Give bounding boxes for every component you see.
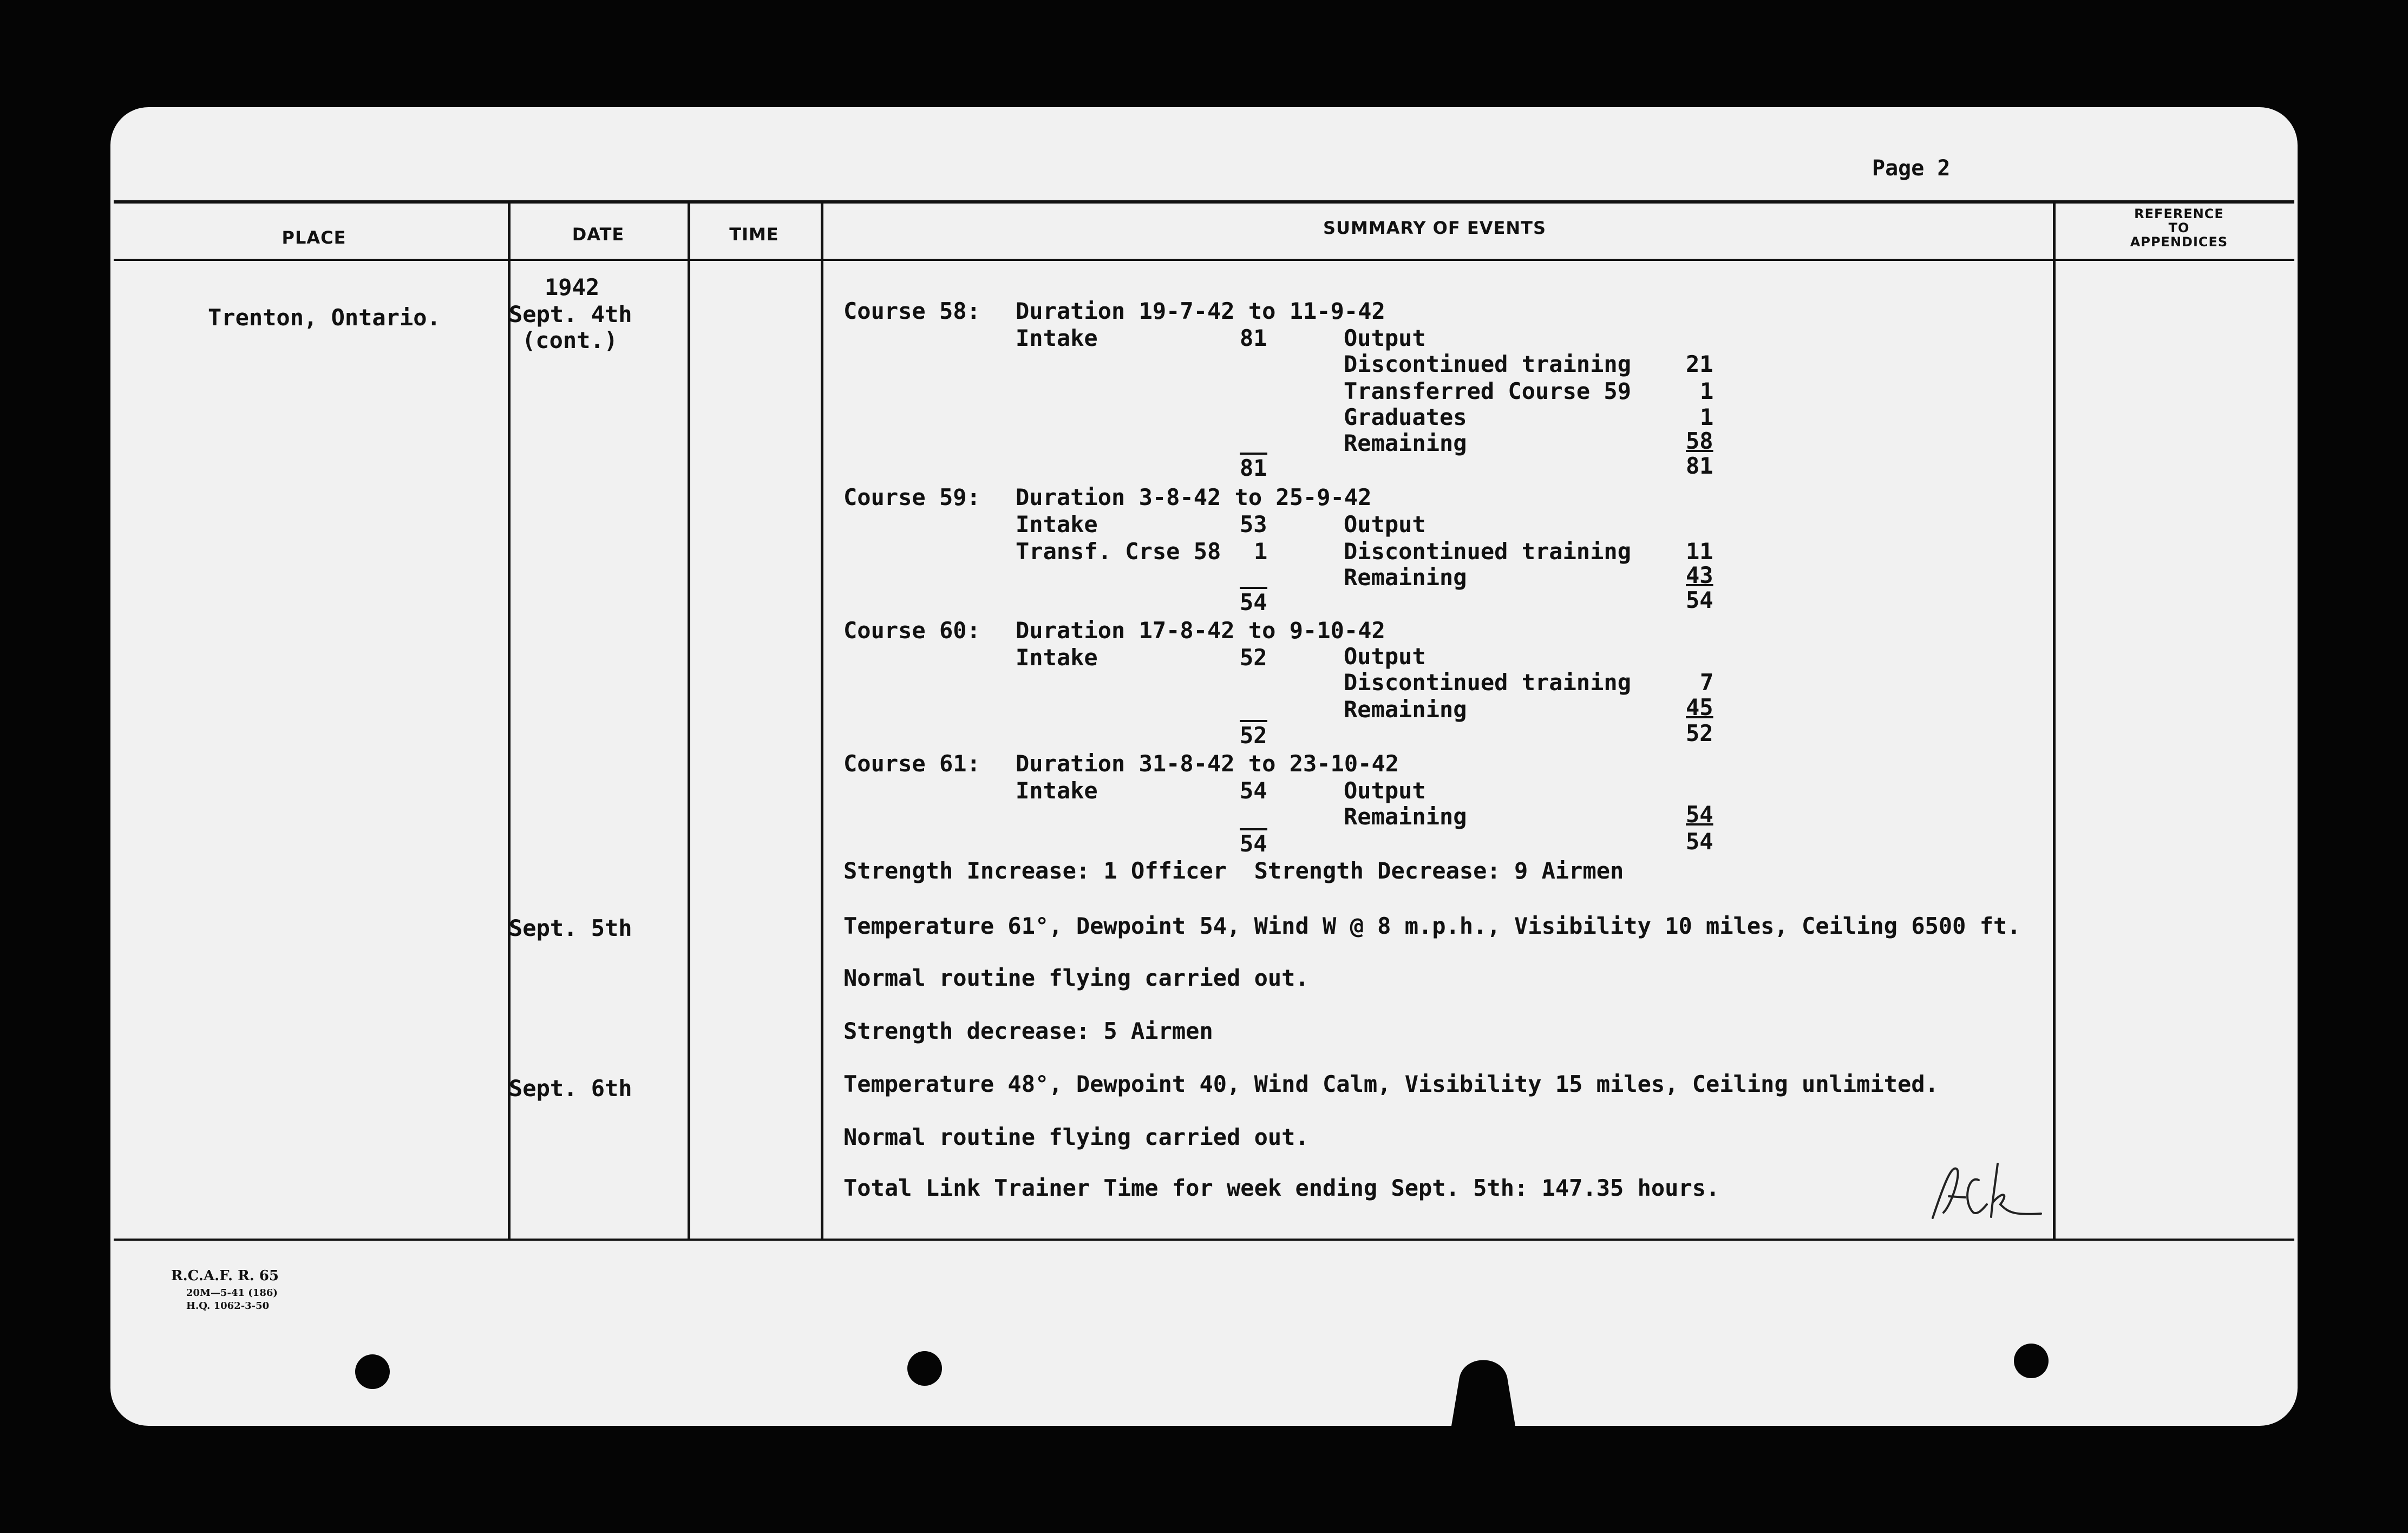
course-58-output-item: Remaining — [1344, 430, 1467, 456]
course-59-output-label: Output — [1344, 511, 1426, 538]
course-61-output-total: 54 — [1686, 828, 1713, 855]
entry-date-sept-6: Sept. 6th — [509, 1075, 632, 1102]
course-59-output-value: 43 — [1686, 562, 1713, 588]
form-id: R.C.A.F. R. 65 — [171, 1268, 279, 1284]
course-60-intake-label: Intake — [1016, 644, 1098, 671]
column-divider-time — [821, 201, 823, 1240]
course-60-output-item: Discontinued training — [1344, 669, 1632, 696]
course-60-intake-value: 52 — [1240, 644, 1267, 671]
course-58-output-total: 81 — [1686, 453, 1713, 479]
header-time: TIME — [729, 224, 779, 245]
footer-rule — [114, 1239, 2294, 1241]
signature-initials — [1927, 1153, 2052, 1229]
strength-summary-sept-4: Strength Increase: 1 Officer Strength Decrease: 9 Airmen — [843, 857, 1624, 884]
entry-date-sept-4: Sept. 4th — [509, 301, 632, 327]
course-59-intake-total: 54 — [1240, 587, 1267, 615]
course-58-label: Course 58: — [843, 298, 980, 324]
header-summary: SUMMARY OF EVENTS — [1323, 218, 1547, 238]
course-58-output-label: Output — [1344, 325, 1426, 351]
routine-sept-5: Normal routine flying carried out. — [843, 965, 1309, 991]
binder-notch — [1440, 1342, 1527, 1429]
header-place: PLACE — [282, 227, 346, 248]
course-59-intake2-value: 1 — [1254, 538, 1268, 565]
form-footer-line-3: H.Q. 1062-3-50 — [186, 1300, 270, 1312]
course-58-intake-total: 81 — [1240, 453, 1267, 481]
course-60-output-label: Output — [1344, 643, 1426, 670]
weather-sept-5: Temperature 61°, Dewpoint 54, Wind W @ 8 m.p.h., Visibility 10 miles, Ceiling 6500 ft. — [843, 913, 2021, 939]
course-60-label: Course 60: — [843, 617, 980, 644]
entry-year: 1942 — [545, 274, 600, 300]
column-divider-summary — [2053, 201, 2056, 1240]
binder-hole — [355, 1354, 390, 1389]
course-59-output-item: Discontinued training — [1344, 538, 1632, 565]
course-60-output-value: 7 — [1700, 669, 1714, 696]
course-61-intake-total: 54 — [1240, 828, 1267, 857]
course-58-output-item: Graduates — [1344, 404, 1467, 430]
course-61-intake-label: Intake — [1016, 777, 1098, 804]
column-divider-date — [688, 201, 690, 1240]
course-58-output-value: 1 — [1700, 378, 1714, 404]
course-61-output-value: 54 — [1686, 801, 1713, 828]
course-59-duration: Duration 3-8-42 to 25-9-42 — [1016, 484, 1372, 510]
course-59-intake-label: Intake — [1016, 511, 1098, 538]
course-59-label: Course 59: — [843, 484, 980, 510]
course-59-output-total: 54 — [1686, 587, 1713, 613]
header-bottom-rule — [114, 259, 2294, 261]
weather-sept-6: Temperature 48°, Dewpoint 40, Wind Calm, Visibility 15 miles, Ceiling unlimited. — [843, 1071, 1939, 1097]
header-reference: REFERENCE TO APPENDICES — [2130, 206, 2228, 250]
link-trainer-total: Total Link Trainer Time for week ending Sept. 5th: 147.35 hours. — [843, 1175, 1720, 1201]
course-58-intake-value: 81 — [1240, 325, 1267, 351]
course-60-intake-total: 52 — [1240, 720, 1267, 749]
course-58-output-value: 21 — [1686, 351, 1713, 377]
form-footer-line-2: 20M—5-41 (186) — [186, 1287, 278, 1299]
course-58-output-item: Transferred Course 59 — [1344, 378, 1632, 404]
course-61-output-item: Remaining — [1344, 803, 1467, 830]
header-top-rule — [114, 200, 2294, 204]
course-60-output-value: 45 — [1686, 694, 1713, 720]
course-59-output-item: Remaining — [1344, 564, 1467, 591]
course-61-duration: Duration 31-8-42 to 23-10-42 — [1016, 750, 1399, 777]
course-58-output-value: 58 — [1686, 428, 1713, 454]
entry-date-sept-5: Sept. 5th — [509, 915, 632, 941]
course-58-output-item: Discontinued training — [1344, 351, 1632, 377]
course-59-output-value: 11 — [1686, 538, 1713, 565]
course-58-output-value: 1 — [1700, 404, 1714, 430]
course-60-output-item: Remaining — [1344, 696, 1467, 723]
course-60-output-total: 52 — [1686, 720, 1713, 746]
course-61-output-label: Output — [1344, 777, 1426, 804]
routine-sept-6: Normal routine flying carried out. — [843, 1124, 1309, 1150]
course-60-duration: Duration 17-8-42 to 9-10-42 — [1016, 617, 1385, 644]
course-58-duration: Duration 19-7-42 to 11-9-42 — [1016, 298, 1385, 324]
course-59-intake-value: 53 — [1240, 511, 1267, 538]
page-label: Page 2 — [1872, 156, 1951, 181]
course-58-intake-label: Intake — [1016, 325, 1098, 351]
course-61-label: Course 61: — [843, 750, 980, 777]
binder-hole — [907, 1351, 942, 1386]
header-date: DATE — [572, 224, 625, 245]
binder-hole — [2014, 1344, 2049, 1378]
entry-date-note: (cont.) — [522, 327, 618, 353]
course-61-intake-value: 54 — [1240, 777, 1267, 804]
strength-sept-5: Strength decrease: 5 Airmen — [843, 1018, 1213, 1044]
course-59-intake2-label: Transf. Crse 58 — [1016, 538, 1221, 565]
entry-place: Trenton, Ontario. — [208, 304, 441, 331]
